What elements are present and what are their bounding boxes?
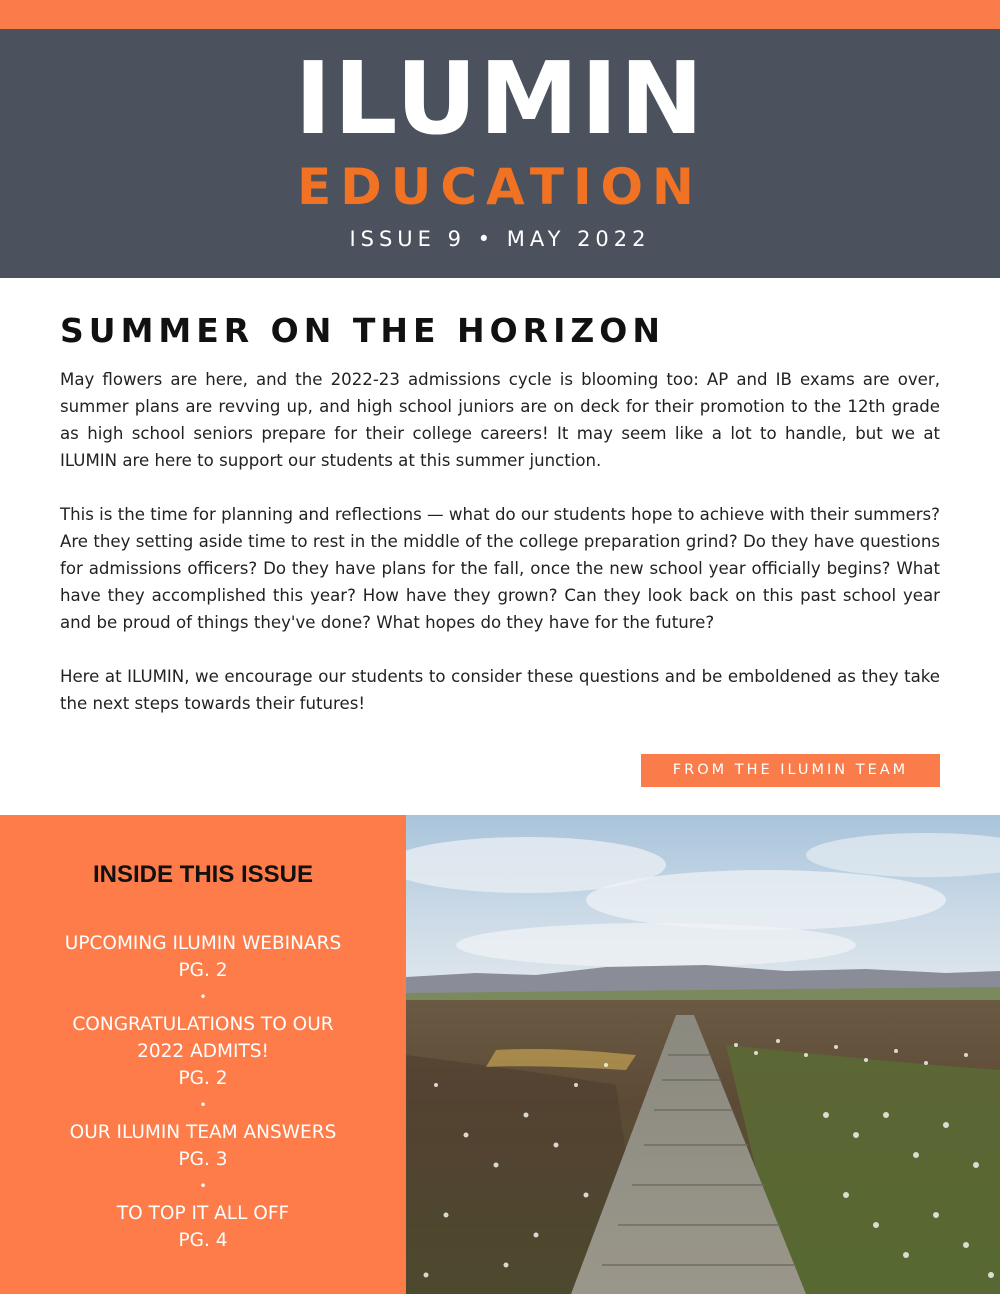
article-signature-badge: FROM THE ILUMIN TEAM — [641, 754, 940, 787]
toc-list — [0, 930, 406, 1254]
toc-item-title: CONGRATULATIONS TO OUR — [72, 1014, 334, 1035]
toc-title: INSIDE THIS ISSUE — [92, 861, 314, 888]
lead-article — [60, 300, 940, 717]
issue-line: ISSUE 9 • MAY 2022 — [349, 227, 651, 251]
toc-item[interactable] — [0, 1119, 406, 1173]
toc-item[interactable] — [0, 1200, 406, 1254]
article-paragraph: This is the time for planning and reflections — what do our students hope to achieve with their summers? Are they setting aside time to rest in the middle of the college preparation grind? Do they have questions for admissions officers? Do they have plans for the fall, once the new school year officially begins? What have they accomplished this year? How have they grown? Can they look back on this past school year and be proud of things they've done? What hopes do they have for the future? — [60, 505, 940, 632]
bullet-separator: • — [199, 1179, 207, 1193]
bullet-separator: • — [199, 1098, 207, 1112]
toc-item-page: PG. 2 — [178, 1068, 228, 1089]
toc-item[interactable] — [0, 1011, 406, 1092]
toc-item-page: PG. 2 — [178, 960, 228, 981]
brand-subtitle: EDUCATION — [297, 158, 703, 216]
brand-title: ILUMIN — [294, 40, 706, 157]
article-paragraph: May flowers are here, and the 2022-23 admissions cycle is blooming too: AP and IB exams are over, summer plans are revving up, and high school juniors are on deck for their promotion to the 12th grade as high school seniors prepare for their college careers! It may seem like a lot to handle, but we at ILUMIN are here to support our students at this summer junction. — [60, 370, 940, 470]
bullet-separator: • — [199, 990, 207, 1004]
toc-item-title: OUR ILUMIN TEAM ANSWERS — [69, 1122, 337, 1143]
inside-this-issue-panel — [0, 815, 406, 1294]
toc-item-title: 2022 ADMITS! — [137, 1041, 269, 1062]
boardwalk-landscape-photo — [406, 815, 1000, 1294]
toc-item-page: PG. 4 — [178, 1230, 228, 1251]
toc-item[interactable] — [0, 930, 406, 984]
article-headline: SUMMER ON THE HORIZON — [60, 311, 665, 350]
top-accent-stripe — [0, 0, 1000, 29]
toc-item-title: TO TOP IT ALL OFF — [116, 1203, 290, 1224]
article-paragraph: Here at ILUMIN, we encourage our students to consider these questions and be emboldened as they take the next steps towards their futures! — [60, 667, 940, 713]
toc-item-title: UPCOMING ILUMIN WEBINARS — [64, 933, 342, 954]
masthead — [0, 29, 1000, 278]
toc-item-page: PG. 3 — [178, 1149, 228, 1170]
